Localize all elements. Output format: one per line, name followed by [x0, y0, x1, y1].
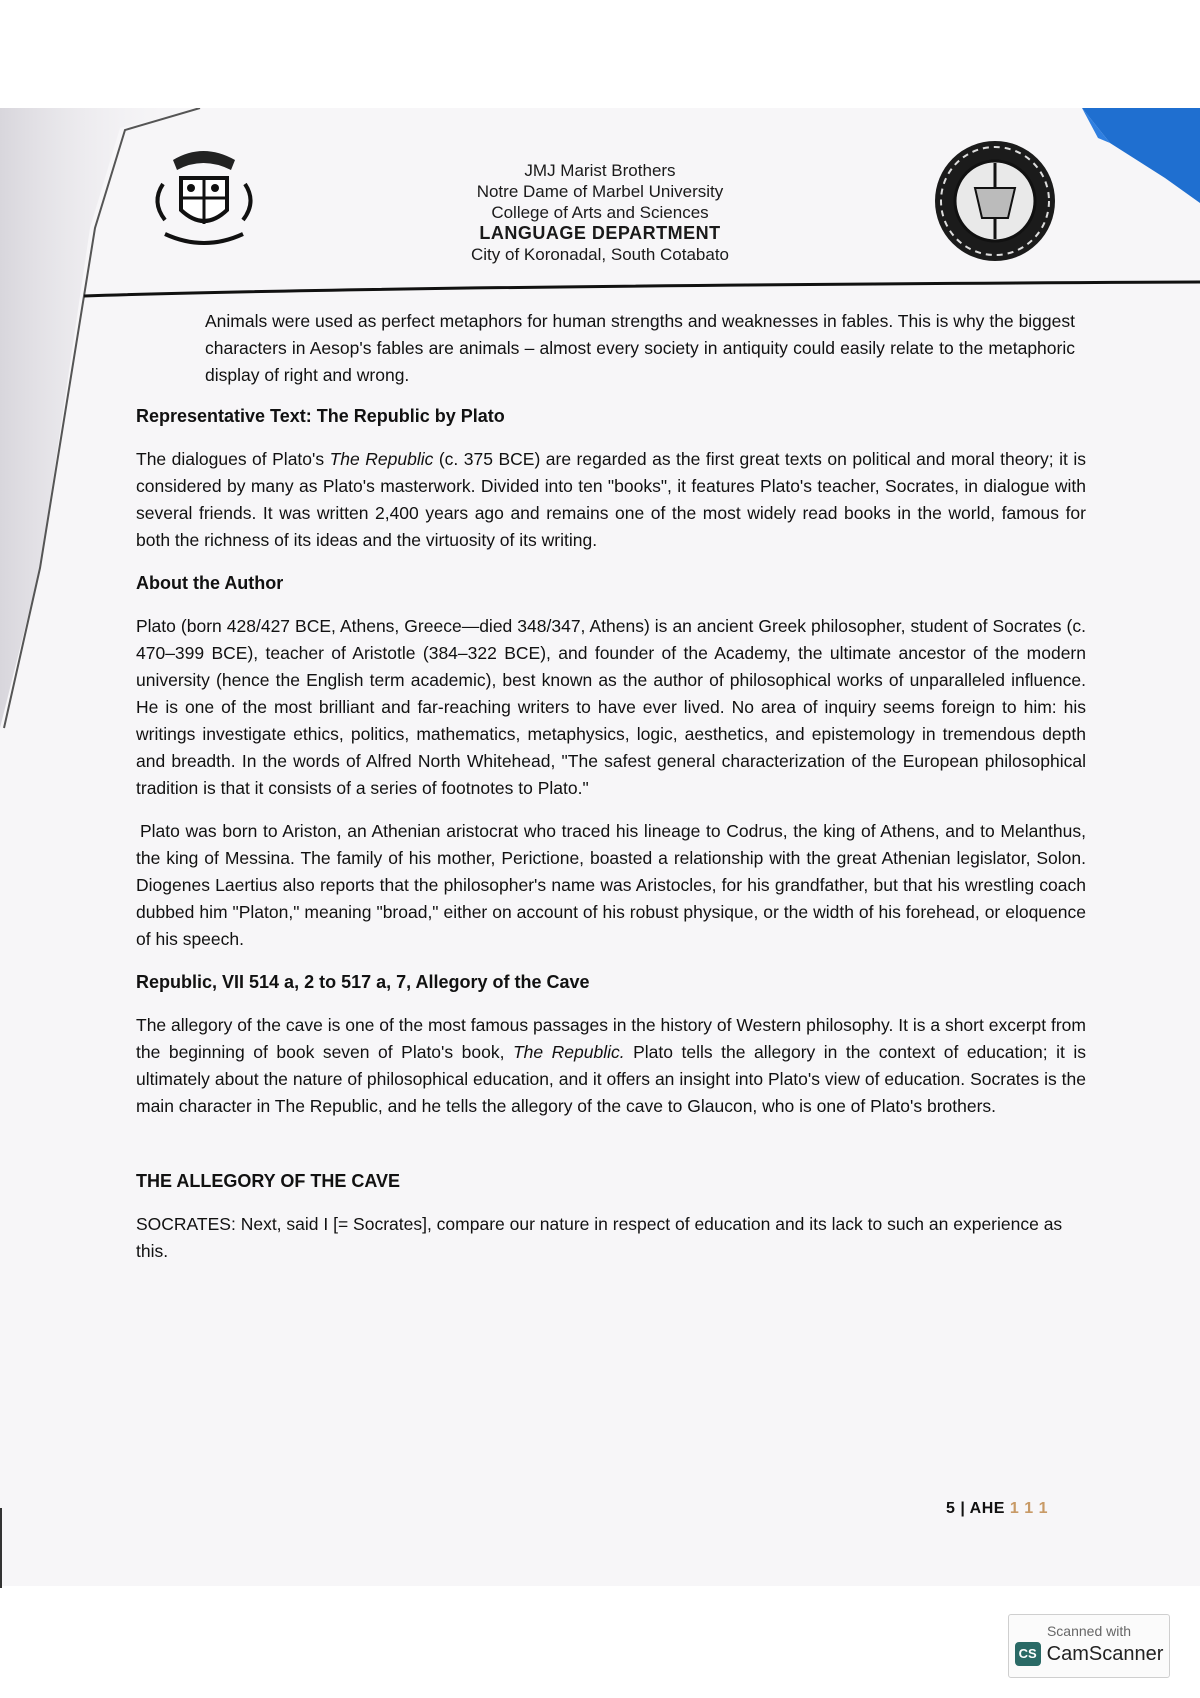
letterhead [0, 160, 1200, 265]
header-line-1: JMJ Marist Brothers [524, 161, 676, 180]
page-number [946, 1500, 1048, 1518]
book-title: The Republic. [512, 1042, 625, 1062]
page-label: 5 | AHE [946, 1500, 1005, 1517]
header-line-2: Notre Dame of Marbel University [476, 182, 724, 201]
section-heading-allegory-of-the-cave: THE ALLEGORY OF THE CAVE [136, 1171, 401, 1191]
intro-paragraph: Animals were used as perfect metaphors for human strengths and weaknesses in fables. This is why the biggest characters in Aesop's fables are animals – almost every society in antiquity could easily relate to the metaphoric display of right and wrong. [205, 311, 1075, 385]
text-run: (c. 375 BCE) are regarded as the first great texts on political and moral theory; it is considered by many as Plato's masterwork. Divided into ten "books", it features Plato's teacher, Socrates, in dialogue with several friends. It was written 2,400 years ago and remains one of the most widely read books in the world, famous for both the richness of its ideas and the virtuosity of its writing. [136, 449, 1086, 550]
watermark-brand-name: CamScanner [1046, 1642, 1164, 1665]
section-heading-about-author: About the Author [136, 573, 284, 593]
header-divider [84, 280, 1200, 300]
text-run: The allegory of the cave is one of the most famous passages in the history of Western philosophy. It is a short excerpt from the beginning of book seven of Plato's book, [136, 1015, 1086, 1062]
camscanner-icon: CS [1015, 1642, 1041, 1666]
header-address: City of Koronadal, South Cotabato [471, 245, 729, 264]
socrates-paragraph: SOCRATES: Next, said I [= Socrates], compare our nature in respect of education and its lack to such an experience as this. [136, 1214, 1063, 1261]
camscanner-watermark [1008, 1614, 1170, 1678]
page-label-faint: 1 1 1 [1004, 1500, 1048, 1517]
author-paragraph-1: Plato (born 428/427 BCE, Athens, Greece—died 348/347, Athens) is an ancient Greek philosopher, student of Socrates (c. 470–399 BCE), teacher of Aristotle (384–322 BCE), and founder of the Academy, the ultimate ancestor of the modern university (hence the English term academic), best known as the author of philosophical works of unparalleled influence. He is one of the most brilliant and far-reaching writers to have ever lived. No area of inquiry seems foreign to him: his writings investigate ethics, politics, mathematics, metaphysics, logic, aesthetics, and epistemology in tremendous depth and breadth. In the words of Alfred North Whitehead, "The safest general characterization of the European philosophical tradition is that it consists of a series of footnotes to Plato." [136, 616, 1086, 798]
republic-paragraph [136, 446, 1086, 554]
page-body [136, 308, 1086, 1281]
header-line-3: College of Arts and Sciences [491, 203, 709, 222]
section-heading-representative-text: Representative Text: The Republic by Plato [136, 406, 505, 426]
watermark-brand [1009, 1642, 1169, 1666]
text-run: The dialogues of Plato's [136, 449, 330, 469]
author-paragraph-2: Plato was born to Ariston, an Athenian aristocrat who traced his lineage to Codrus, the king of Athens, and to Melanthus, the king of Messina. The family of his mother, Perictione, boasted a relationship with the great Athenian legislator, Solon. Diogenes Laertius also reports that the philosopher's name was Aristocles, for his grandfather, but that his wrestling coach dubbed him "Platon," meaning "broad," either on account of his robust physique, or the width of his forehead, or eloquence of his speech. [136, 821, 1086, 949]
text-run: Plato tells the allegory in the context of education; it is ultimately about the nature of philosophical education, and it offers an insight into Plato's view of education. Socrates is the main character in The Republic, and he tells the allegory of the cave to Glaucon, who is one of Plato's brothers. [136, 1042, 1086, 1116]
header-department: LANGUAGE DEPARTMENT [479, 223, 721, 243]
book-title: The Republic [329, 449, 434, 469]
allegory-intro-paragraph [136, 1012, 1086, 1120]
section-heading-allegory-reference: Republic, VII 514 a, 2 to 517 a, 7, Allegory of the Cave [136, 972, 590, 992]
watermark-caption: Scanned with [1046, 1623, 1132, 1639]
